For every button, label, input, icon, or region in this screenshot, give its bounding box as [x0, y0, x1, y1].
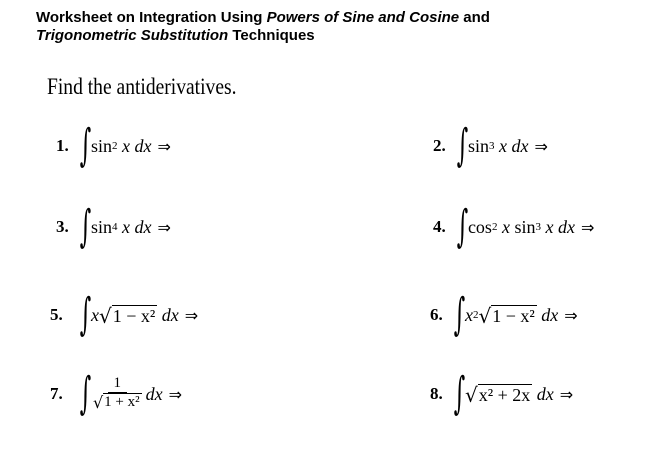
- square-root: [99, 305, 157, 326]
- variable: x: [501, 216, 510, 237]
- problem-expression: [79, 285, 199, 345]
- problem-number: 7.: [50, 384, 63, 403]
- radicand: 1 − x²: [492, 305, 535, 326]
- integral-sign-icon: ∫: [456, 120, 469, 171]
- numerator: 1: [108, 374, 128, 393]
- title-italic-topic: Powers of Sine and Cosine: [266, 9, 460, 26]
- problem-number: 2.: [433, 136, 446, 155]
- fraction: [93, 374, 142, 414]
- differential: dx: [161, 304, 179, 325]
- coefficient: x: [464, 304, 473, 325]
- differential: dx: [557, 216, 575, 237]
- problem-2: [433, 116, 660, 176]
- integral-sign-icon: ∫: [453, 368, 466, 419]
- problem-number: 5.: [50, 305, 63, 324]
- variable: x: [121, 216, 130, 237]
- function-name: sin: [467, 135, 489, 156]
- differential: dx: [511, 135, 529, 156]
- problem-number: 6.: [430, 305, 443, 324]
- problem-number: 3.: [56, 217, 69, 236]
- problem-expression: ∫ sin 2 x dx ⇒: [79, 120, 171, 171]
- implies-arrow-icon: ⇒: [580, 217, 595, 237]
- variable: x: [498, 135, 507, 156]
- problem-expression: ∫ sin 3 x dx ⇒: [456, 120, 548, 171]
- radicand: 1 − x²: [112, 305, 156, 326]
- implies-arrow-icon: ⇒: [157, 217, 171, 237]
- title-text: Worksheet on Integration Using: [36, 9, 267, 26]
- problem-number: 8.: [430, 384, 443, 403]
- radicand: 1 + x²: [104, 394, 140, 410]
- square-root: [93, 393, 142, 411]
- problem-6: [430, 285, 655, 345]
- worksheet-title: [36, 9, 636, 45]
- problem-4: [433, 197, 653, 257]
- coefficient: x: [90, 304, 99, 325]
- denominator: [93, 393, 142, 414]
- radical-sign-icon: √: [98, 303, 112, 328]
- radical-sign-icon: √: [92, 393, 104, 412]
- problem-7: [50, 359, 330, 429]
- problem-1: [56, 116, 336, 176]
- integral-sign-icon: ∫: [79, 289, 92, 340]
- implies-arrow-icon: ⇒: [534, 136, 548, 156]
- problem-expression: [79, 359, 183, 429]
- variable: x: [545, 216, 554, 237]
- problem-expression: ∫ x 2 √ 1 − x² dx ⇒: [453, 289, 578, 340]
- square-root: [465, 384, 532, 405]
- problem-expression: [453, 359, 574, 429]
- integral-sign-icon: ∫: [456, 201, 469, 252]
- differential: dx: [536, 383, 554, 404]
- function-name: sin: [514, 216, 536, 237]
- problem-expression: ∫ cos 2 x sin 3 x dx ⇒: [456, 201, 595, 252]
- function-name: sin: [90, 135, 112, 156]
- differential: dx: [134, 135, 152, 156]
- differential: dx: [541, 304, 559, 325]
- radicand: x² + 2x: [478, 384, 531, 405]
- title-italic-topic: Trigonometric Substitution: [36, 27, 229, 44]
- variable: x: [121, 135, 130, 156]
- implies-arrow-icon: ⇒: [559, 384, 574, 404]
- implies-arrow-icon: ⇒: [157, 136, 171, 156]
- radical-sign-icon: √: [464, 382, 478, 407]
- problem-number: 1.: [56, 136, 69, 155]
- differential: dx: [145, 383, 163, 404]
- function-name: sin: [90, 216, 112, 237]
- title-text: and: [459, 9, 490, 26]
- differential: dx: [134, 216, 152, 237]
- integral-sign-icon: ∫: [79, 201, 92, 252]
- title-text: Techniques: [228, 27, 315, 44]
- radical-sign-icon: √: [478, 303, 492, 328]
- square-root: [478, 305, 536, 326]
- integral-sign-icon: ∫: [79, 120, 92, 171]
- function-name: cos: [467, 216, 492, 237]
- problem-expression: ∫ sin 4 x dx ⇒: [79, 201, 171, 252]
- integral-sign-icon: ∫: [453, 289, 466, 340]
- instructions: Find the antiderivatives.: [47, 74, 237, 99]
- problem-3: [56, 197, 336, 257]
- integral-sign-icon: ∫: [79, 368, 92, 419]
- title-line-1: [36, 9, 636, 27]
- title-line-2: [36, 27, 636, 45]
- problem-5: [50, 285, 330, 345]
- implies-arrow-icon: ⇒: [564, 305, 578, 325]
- problem-number: 4.: [433, 217, 446, 236]
- implies-arrow-icon: ⇒: [184, 305, 199, 325]
- implies-arrow-icon: ⇒: [168, 384, 183, 404]
- problem-8: [430, 359, 655, 429]
